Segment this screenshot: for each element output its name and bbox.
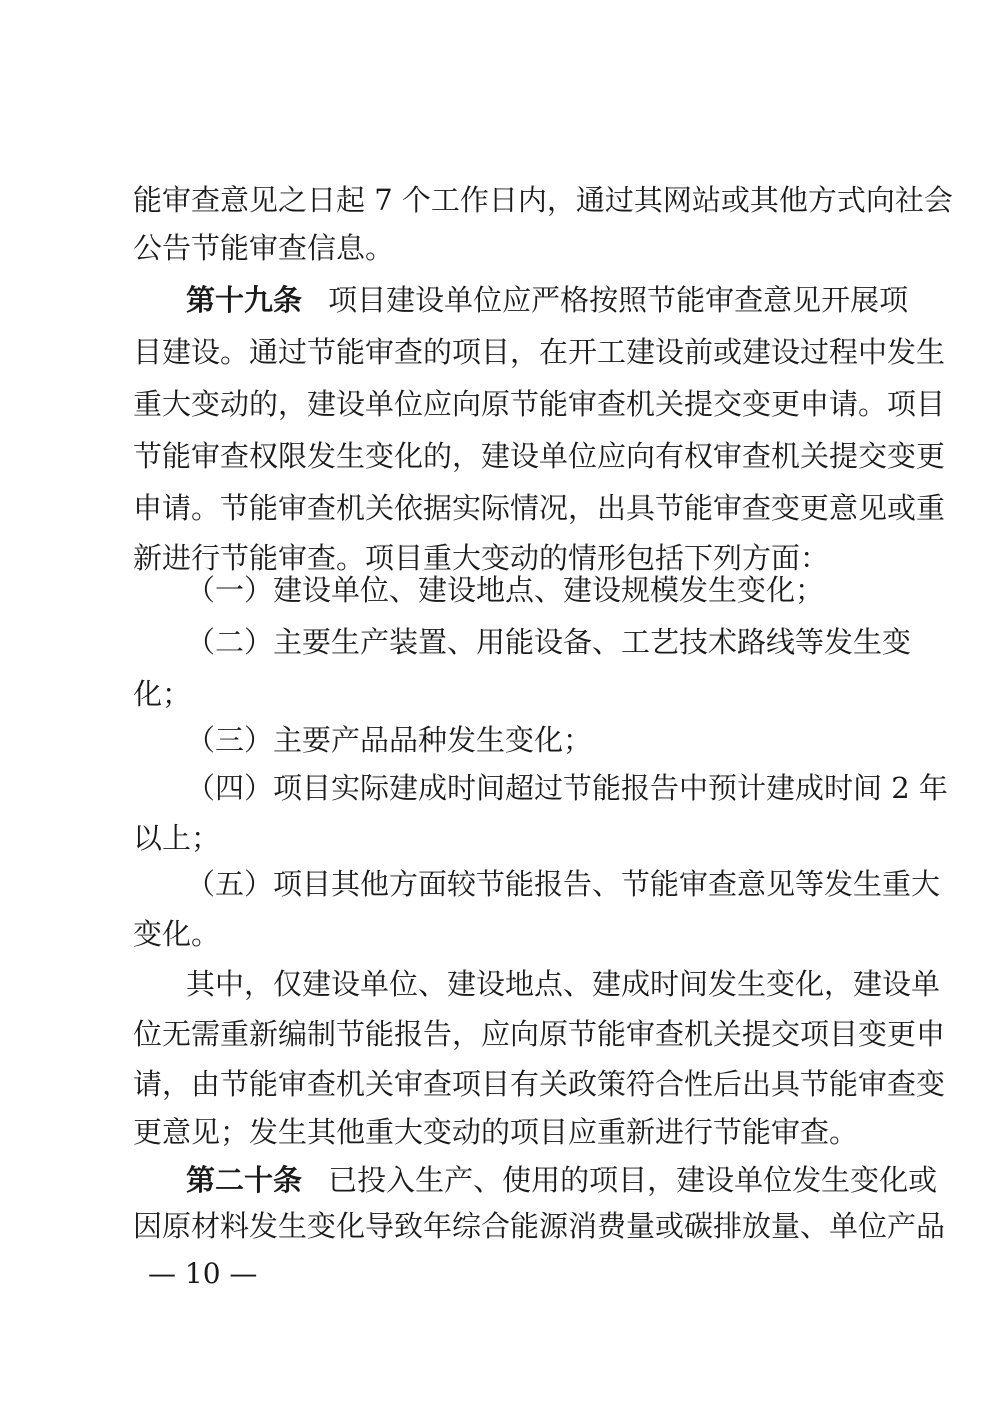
text-line: 新进行节能审查。项目重大变动的情形包括下列方面：: [133, 541, 830, 575]
list-item-5: （五）项目其他方面较节能报告、节能审查意见等发生重大: [186, 867, 941, 901]
text-line: 节能审查权限发生变化的，建设单位应向有权审查机关提交变更: [133, 439, 946, 473]
text-line: 请，由节能审查机关审查项目有关政策符合性后出具节能审查变: [133, 1067, 946, 1101]
text-line: 以上；: [133, 821, 221, 855]
text-line: 重大变动的，建设单位应向原节能审查机关提交变更申请。项目: [133, 387, 946, 421]
text-line: 公告节能审查信息。: [133, 231, 395, 265]
text-line: 位无需重新编制节能报告，应向原节能审查机关提交项目变更申: [133, 1017, 946, 1051]
text-line: 因原材料发生变化导致年综合能源消费量或碳排放量、单位产品: [133, 1209, 946, 1243]
list-item-2: （二）主要生产装置、用能设备、工艺技术路线等发生变: [186, 625, 912, 659]
article-20-heading: 第二十条: [186, 1163, 303, 1197]
text-line: 变化。: [133, 917, 221, 951]
text-line: 申请。节能审查机关依据实际情况，出具节能审查变更意见或重: [133, 491, 946, 525]
text-line: 更意见；发生其他重大变动的项目应重新进行节能审查。: [133, 1115, 859, 1149]
page-number: — 10 —: [148, 1257, 258, 1290]
list-item-4: （四）项目实际建成时间超过节能报告中预计建成时间 2 年: [186, 771, 948, 805]
text-line: 其中，仅建设单位、建设地点、建成时间发生变化，建设单: [186, 967, 941, 1001]
text-line: 已投入生产、使用的项目，建设单位发生变化或: [328, 1163, 938, 1197]
article-19-heading: 第十九条: [186, 283, 303, 317]
text-line: 化；: [133, 677, 192, 711]
article-20-line: [186, 1160, 938, 1200]
list-item-1: （一）建设单位、建设地点、建设规模发生变化；: [186, 573, 825, 607]
article-19-line: [186, 280, 909, 320]
list-item-3: （三）主要产品品种发生变化；: [186, 723, 593, 757]
text-line: 目建设。通过节能审查的项目，在开工建设前或建设过程中发生: [133, 335, 946, 369]
text-line: 项目建设单位应严格按照节能审查意见开展项: [328, 283, 909, 317]
text-line: 能审查意见之日起 7 个工作日内，通过其网站或其他方式向社会: [133, 183, 953, 217]
